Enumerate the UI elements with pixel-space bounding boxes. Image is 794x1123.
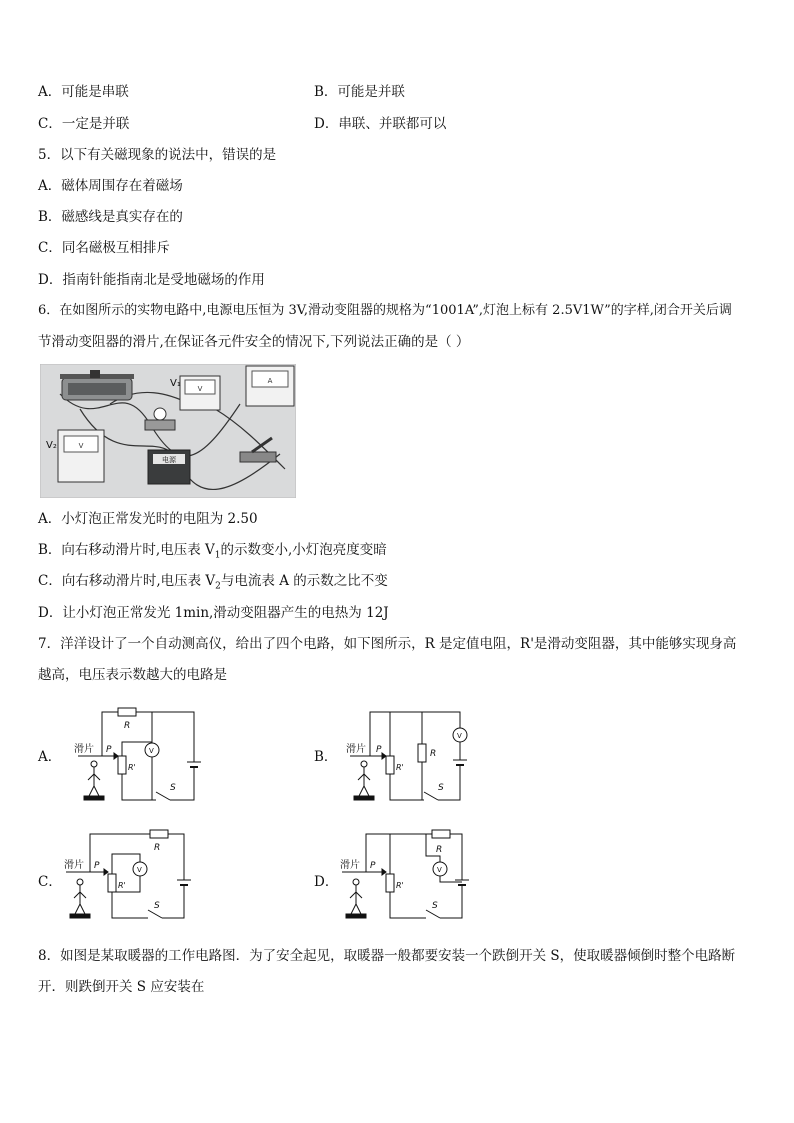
p-label: P	[370, 861, 376, 871]
svg-text:A: A	[267, 377, 273, 385]
q6-circuit-photo	[40, 364, 296, 498]
s-label: S	[154, 901, 160, 911]
v-label: V	[437, 866, 442, 874]
v-label: V	[137, 866, 142, 874]
q4-option-d: D．串联、并联都可以	[314, 116, 447, 132]
s-label: S	[432, 901, 438, 911]
q5-option-d: D．指南针能指南北是受地磁场的作用	[38, 272, 265, 288]
q6-stem-line1: 6．在如图所示的实物电路中,电源电压恒为 3V,滑动变阻器的规格为“1001A”,灯泡上标有 2.5V1W”的字样,闭合开关后调	[38, 303, 732, 318]
p-label: P	[94, 861, 100, 871]
r-label: R	[154, 843, 161, 853]
q6-option-b	[38, 541, 387, 565]
r-label: R	[430, 749, 437, 759]
v-label: V	[457, 732, 462, 740]
q4-option-c: C．一定是并联	[38, 116, 130, 132]
q7-label-c: C．	[38, 874, 62, 890]
q7-circuit-b	[346, 704, 476, 804]
q5-stem: 5．以下有关磁现象的说法中，错误的是	[38, 147, 277, 163]
p-label: P	[376, 745, 382, 755]
q7-label-d: D．	[314, 874, 339, 890]
slider-label: 滑片	[340, 860, 360, 871]
p-label: P	[106, 745, 112, 755]
q6-option-c-text: C．向右移动滑片时,电压表 V	[38, 573, 216, 589]
slider-label: 滑片	[64, 860, 84, 871]
slider-label: 滑片	[346, 744, 366, 755]
ammeter-photo	[246, 366, 294, 406]
q7-circuit-d	[336, 826, 476, 926]
v-label: V	[149, 747, 154, 755]
rprime-label: R'	[118, 881, 126, 890]
q4-option-a: A．可能是串联	[38, 84, 129, 100]
s-label: S	[170, 783, 176, 793]
q7-label-a: A．	[38, 749, 62, 765]
power-label: 电源	[162, 456, 176, 464]
r-label: R	[124, 721, 131, 731]
q7-stem-line1: 7．洋洋设计了一个自动测高仪，给出了四个电路，如下图所示，R 是定值电阻，R'是滑动变阻器，其中能够实现身高	[38, 636, 737, 652]
svg-text:V: V	[197, 385, 203, 393]
rprime-label: R'	[396, 763, 404, 772]
q4-option-b: B．可能是并联	[314, 84, 405, 100]
q6-stem-line2: 节滑动变阻器的滑片,在保证各元件安全的情况下,下列说法正确的是（ ）	[38, 334, 470, 350]
q6-option-b-text-end: 的示数变小,小灯泡亮度变暗	[220, 542, 387, 558]
svg-text:V: V	[78, 442, 84, 450]
q6-option-b-text: B．向右移动滑片时,电压表 V	[38, 542, 215, 558]
v1-label: V₁	[170, 378, 181, 389]
q7-circuit-a	[72, 704, 202, 804]
q6-option-c-text-end: 与电流表 A 的示数之比不变	[220, 573, 388, 589]
q5-option-c: C．同名磁极互相排斥	[38, 240, 170, 256]
q5-option-b: B．磁感线是真实存在的	[38, 209, 183, 225]
rheostat-photo	[60, 370, 134, 400]
q7-stem-line2: 越高，电压表示数越大的电路是	[38, 667, 227, 683]
q7-circuit-c	[60, 826, 200, 926]
q6-option-c	[38, 572, 388, 596]
q6-option-c-subscript: 2	[215, 581, 221, 592]
power-supply-photo	[148, 450, 190, 484]
q6-option-b-subscript: 1	[214, 550, 221, 561]
q6-option-a: A．小灯泡正常发光时的电阻为 2.50	[38, 511, 258, 527]
v2-label: V₂	[46, 440, 57, 451]
q5-option-a: A．磁体周围存在着磁场	[38, 178, 183, 194]
r-label: R	[436, 845, 443, 855]
q6-option-d: D．让小灯泡正常发光 1min,滑动变阻器产生的电热为 12J	[38, 605, 389, 621]
rprime-label: R'	[396, 881, 404, 890]
q7-label-b: B．	[314, 749, 338, 765]
q8-stem-line2: 开．则跌倒开关 S 应安装在	[38, 979, 205, 995]
q8-stem-line1: 8．如图是某取暖器的工作电路图．为了安全起见，取暖器一般都要安装一个跌倒开关 S，使取暖器倾倒时整个电路断	[38, 948, 736, 964]
s-label: S	[438, 783, 444, 793]
rprime-label: R'	[128, 763, 136, 772]
slider-label: 滑片	[74, 744, 94, 755]
